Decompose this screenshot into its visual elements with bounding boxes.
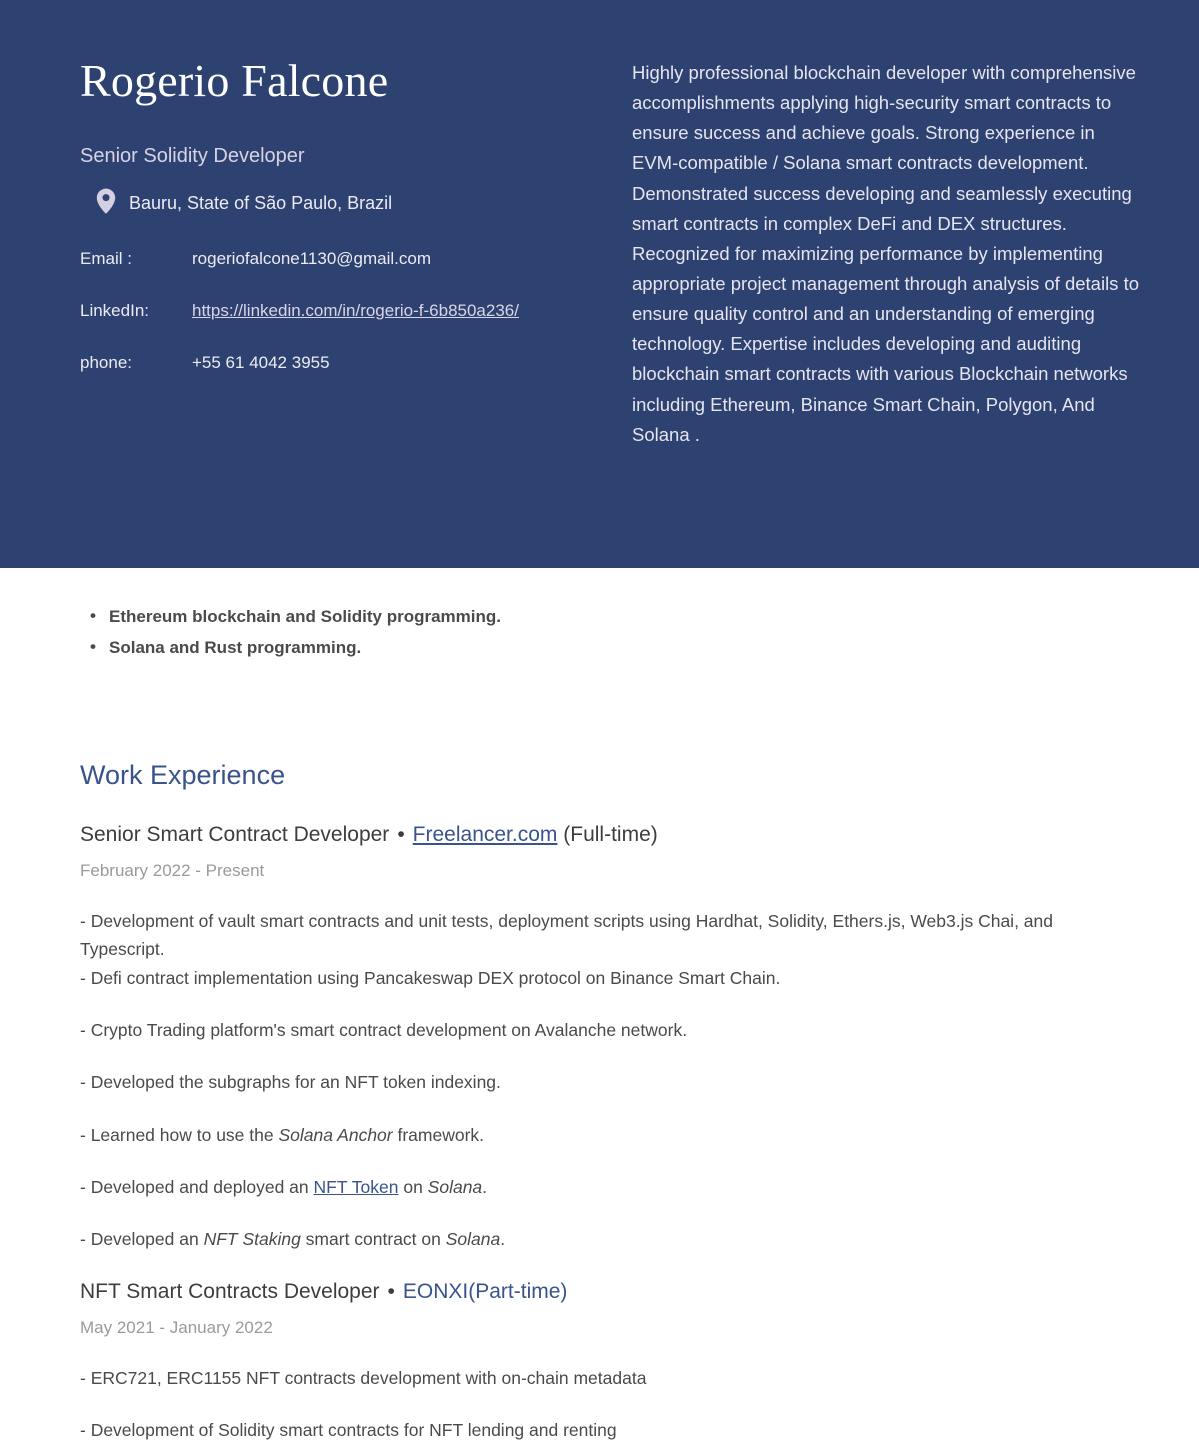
- job-bullet: [80, 1225, 1139, 1253]
- map-pin-icon: [96, 188, 116, 219]
- job-bullets: [80, 1364, 1139, 1445]
- bullet-mid: on: [398, 1176, 428, 1197]
- skills-list: [80, 602, 1139, 664]
- job-bullets: [80, 907, 1139, 1254]
- linkedin-link[interactable]: https://linkedin.com/in/rogerio-f-6b850a236/: [192, 300, 519, 320]
- contact-row-email: [80, 245, 600, 273]
- job-bullet: [80, 907, 1139, 992]
- job-bullet: - ERC721, ERC1155 NFT contracts development with on-chain metadata: [80, 1367, 647, 1388]
- job-bullet: - Development of Solidity smart contracts for NFT lending and renting: [80, 1419, 617, 1440]
- bullet-prefix: - Learned how to use the: [80, 1124, 279, 1145]
- bullet-emphasis: NFT Staking: [203, 1229, 301, 1250]
- job-bullet-line2: - Defi contract implementation using Pancakeswap DEX protocol on Binance Smart Chain.: [80, 967, 781, 988]
- bullet-mid: smart contract on: [300, 1229, 446, 1250]
- resume-header: [0, 0, 1199, 568]
- job-bullet: - Developed the subgraphs for an NFT token indexing.: [80, 1072, 501, 1093]
- job-role: Senior Smart Contract Developer: [80, 822, 390, 846]
- location-row: [96, 188, 600, 219]
- header-left-column: [80, 44, 600, 401]
- job-title-subtitle: Senior Solidity Developer: [80, 144, 305, 167]
- job-separator: •: [387, 1279, 395, 1303]
- job-bullet: [80, 1173, 1139, 1201]
- bullet-emphasis: Solana: [445, 1229, 501, 1250]
- job-bullet-line1: - Development of vault smart contracts and unit tests, deployment scripts using Hardhat, Solidity, Ethers.js, Web3.js Chai, and Typescript.: [80, 910, 1053, 960]
- contact-row-linkedin: [80, 297, 600, 325]
- job-bullet: - Crypto Trading platform's smart contract development on Avalanche network.: [80, 1019, 688, 1040]
- job-heading: [80, 823, 1139, 847]
- bullet-suffix: framework.: [392, 1124, 485, 1145]
- bullet-emphasis: Solana: [427, 1176, 483, 1197]
- bullet-emphasis: Solana Anchor: [278, 1124, 393, 1145]
- bullet-prefix: - Developed an: [80, 1229, 204, 1250]
- phone-label: phone:: [80, 352, 132, 372]
- header-right-column: [600, 44, 1139, 450]
- contact-row-phone: [80, 349, 600, 377]
- job-bullet: [80, 1121, 1139, 1149]
- email-value: rogeriofalcone1130@gmail.com: [192, 248, 432, 268]
- company-link-eonxi[interactable]: EONXI(Part-time): [402, 1279, 568, 1303]
- job-separator: •: [397, 822, 405, 846]
- list-item: • Ethereum blockchain and Solidity programming.: [80, 602, 1139, 633]
- phone-value: +55 61 4042 3955: [192, 352, 330, 372]
- job-dates: February 2022 - Present: [80, 860, 265, 880]
- bullet-suffix: .: [482, 1176, 488, 1197]
- nft-token-link[interactable]: NFT Token: [313, 1176, 399, 1197]
- job-heading: [80, 1280, 1139, 1304]
- email-label: Email :: [80, 248, 132, 268]
- company-link-freelancer[interactable]: Freelancer.com: [412, 822, 558, 846]
- resume-body: [0, 568, 1199, 1444]
- linkedin-value: [192, 297, 600, 325]
- professional-summary: Highly professional blockchain developer with comprehensive accomplishments applying high-security smart contracts to ensure success and achieve goals. Strong experience in EVM-compatible / Solana smart contracts development. Demonstrated success developing and seamlessly executing smart contracts in complex DeFi and DEX structures. Recognized for maximizing performance by implementing appropriate project management through analysis of details to ensure quality control and an understanding of emerging technology. Expertise includes developing and auditing blockchain smart contracts with various Blockchain networks including Ethereum, Binance Smart Chain, Polygon, And Solana .: [632, 62, 1139, 445]
- list-item: • Solana and Rust programming.: [80, 633, 1139, 664]
- job-role: NFT Smart Contracts Developer: [80, 1279, 380, 1303]
- section-title-work-experience: Work Experience: [80, 759, 286, 790]
- job-dates: May 2021 - January 2022: [80, 1317, 273, 1337]
- page-title: Rogerio Falcone: [80, 55, 389, 106]
- work-experience-entry-1: [80, 823, 1139, 1254]
- employment-type: (Full-time): [563, 822, 658, 846]
- bullet-prefix: - Developed and deployed an: [80, 1176, 314, 1197]
- linkedin-label: LinkedIn:: [80, 300, 149, 320]
- location-text: Bauru, State of São Paulo, Brazil: [129, 192, 393, 213]
- work-experience-entry-2: [80, 1280, 1139, 1445]
- bullet-suffix: .: [500, 1229, 506, 1250]
